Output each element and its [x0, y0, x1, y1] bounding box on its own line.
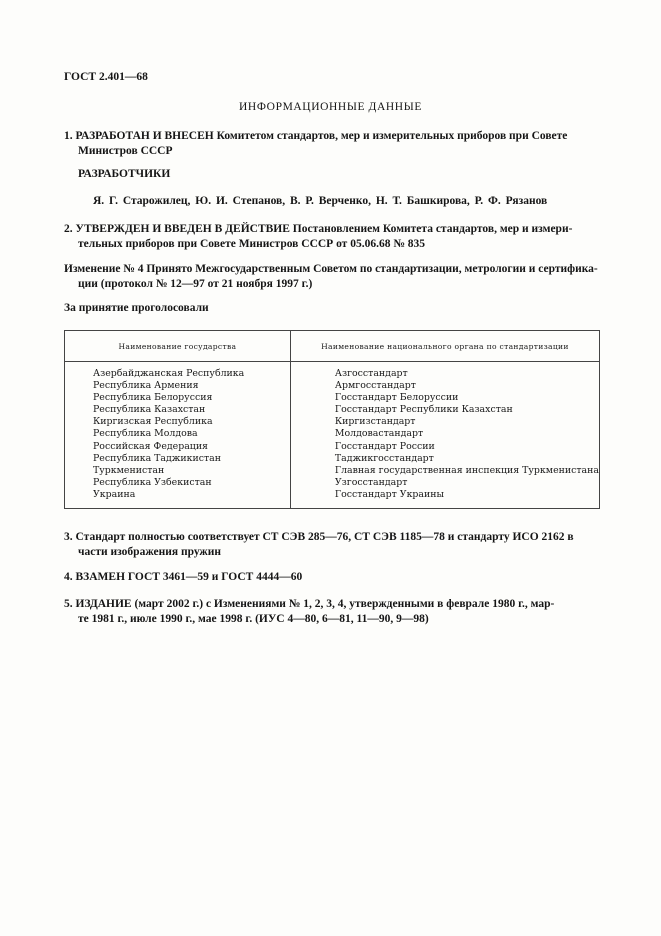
- state-item: Республика Казахстан: [93, 404, 206, 416]
- standards-body-item: Госстандарт Украины: [334, 488, 444, 500]
- change-4-note: [64, 262, 601, 292]
- voting-table: [64, 330, 600, 509]
- state-item: Республика Белоруссия: [93, 392, 213, 404]
- page-title: ИНФОРМАЦИОННЫЕ ДАННЫЕ: [239, 101, 422, 113]
- bodies-column: [290, 362, 599, 509]
- voted-label: За принятие проголосовали: [64, 302, 209, 314]
- state-item: Азербайджанская Республика: [93, 368, 245, 379]
- section-5-line-1: 5. ИЗДАНИЕ (март 2002 г.) с Изменениями № 1, 2, 3, 4, утвержденными в феврале 1980 г., мар-: [64, 598, 555, 610]
- state-item: Киргизская Республика: [93, 416, 213, 428]
- state-item: Республика Молдова: [93, 428, 198, 440]
- section-2-line-2: тельных приборов при Совете Министров СССР от 05.06.68 № 835: [78, 238, 426, 250]
- table-header-body: Наименование национального органа по стандартизации: [290, 331, 599, 362]
- section-4-replaces: [64, 570, 601, 585]
- section-1-line-1: 1. РАЗРАБОТАН И ВНЕСЕН Комитетом стандартов, мер и измерительных приборов при Совете: [64, 130, 568, 142]
- section-1-developed: [64, 129, 601, 159]
- standards-body-item: Таджикгосстандарт: [334, 452, 434, 464]
- section-2-approved: [64, 222, 601, 252]
- standards-body-item: Киргизстандарт: [334, 416, 416, 428]
- standards-body-item: Госстандарт Белоруссии: [334, 392, 459, 404]
- state-item: Республика Армения: [93, 380, 199, 392]
- state-item: Республика Узбекистан: [93, 476, 212, 488]
- standards-body-item: Госстандарт России: [334, 440, 435, 452]
- section-5-edition: [64, 597, 601, 627]
- section-1-line-2: Министров СССР: [78, 145, 173, 157]
- change-4-line-1: Изменение № 4 Принято Межгосударственным Советом по стандартизации, метрологии и сертифика-: [64, 263, 598, 275]
- standards-body-item: Узгосстандарт: [334, 476, 408, 488]
- section-2-line-1: 2. УТВЕРЖДЕН И ВВЕДЕН В ДЕЙСТВИЕ Постановлением Комитета стандартов, мер и измери-: [64, 223, 573, 235]
- section-3-line-1: 3. Стандарт полностью соответствует СТ СЭВ 285—76, СТ СЭВ 1185—78 и стандарту ИСО 2162 в: [64, 531, 574, 543]
- section-5-line-2: те 1981 г., июле 1990 г., мае 1998 г. (ИУС 4—80, 6—81, 11—90, 9—98): [78, 613, 429, 625]
- standards-body-item: Главная государственная инспекция Туркменистана: [334, 464, 599, 476]
- state-item: Украина: [93, 488, 136, 500]
- developers-list: Я. Г. Старожилец, Ю. И. Степанов, В. Р. Верченко, Н. Т. Башкирова, Р. Ф. Рязанов: [93, 195, 548, 207]
- table-header-state: Наименование государства: [65, 331, 291, 362]
- developers-heading: РАЗРАБОТЧИКИ: [78, 168, 171, 180]
- state-item: Российская Федерация: [93, 440, 208, 452]
- section-4-line-1: 4. ВЗАМЕН ГОСТ 3461—59 и ГОСТ 4444—60: [64, 571, 303, 583]
- section-3-conformity: [64, 530, 601, 560]
- states-column: [65, 362, 291, 509]
- standards-body-item: Госстандарт Республики Казахстан: [334, 404, 513, 416]
- state-item: Республика Таджикистан: [93, 452, 222, 464]
- change-4-line-2: ции (протокол № 12—97 от 21 ноября 1997 г.): [78, 278, 313, 290]
- document-id: ГОСТ 2.401—68: [64, 71, 148, 83]
- standards-body-item: Молдовастандарт: [334, 428, 424, 440]
- standards-body-item: Армгосстандарт: [334, 380, 416, 392]
- section-3-line-2: части изображения пружин: [78, 546, 222, 558]
- state-item: Туркменистан: [93, 464, 165, 476]
- standards-body-item: Азгосстандарт: [334, 368, 408, 379]
